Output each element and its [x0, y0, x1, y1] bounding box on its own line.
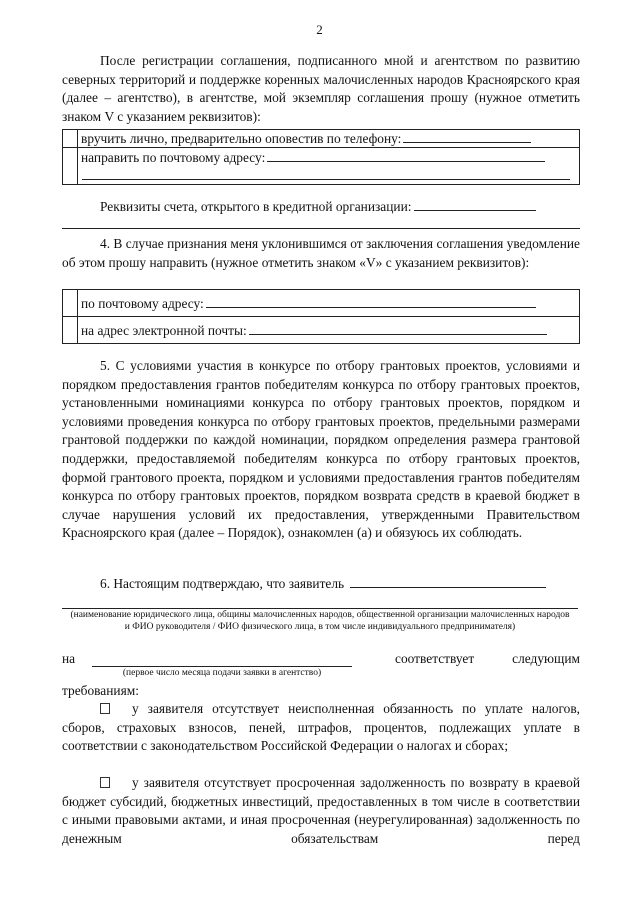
notify-postal-field[interactable]: [206, 295, 536, 308]
option-postal-continued: [78, 166, 580, 185]
paragraph-6-lead: 6. Настоящим подтверждаю, что заявитель: [100, 576, 345, 591]
paragraph-4: 4. В случае признания меня уклонившимся от заключения соглашения уведомление об этом прошу направить (нужное отметить знаком «V» с указанием реквизитов):: [62, 236, 580, 270]
requirement-1-text: у заявителя отсутствует неисполненная обязанность по уплате налогов, сборов, страховых взносов, пеней, штрафов, процентов, подлежащих уплате в соответствии с законодательством Российской Федерации о налогах и сборах;: [62, 701, 580, 754]
delivery-options-table: [62, 129, 580, 185]
requirement-1: [62, 700, 580, 756]
complies-text: соответствует следующим: [395, 651, 580, 666]
bank-details-label: Реквизиты счета, открытого в кредитной организации:: [100, 199, 412, 214]
option-personal-label: вручить лично, предварительно оповестив по телефону:: [81, 131, 402, 146]
postal-address-field-line2[interactable]: [82, 167, 570, 180]
bank-details-field[interactable]: [414, 198, 536, 211]
bank-details-field-line2[interactable]: [62, 214, 580, 229]
requirement-2: [62, 774, 580, 848]
checkbox-notify-email[interactable]: [63, 317, 78, 344]
requirement-2-checkbox[interactable]: [100, 777, 110, 788]
option-postal: [78, 148, 580, 167]
option-personal: [78, 130, 580, 148]
date-field[interactable]: [92, 650, 352, 667]
na-word: на: [62, 651, 76, 666]
checkbox-postal[interactable]: [63, 148, 78, 185]
note-applicant: (наименование юридического лица, общины малочисленных народов, общественной организации малочисленных народов и ФИО руководителя / ФИО физического лица, в том числе индивидуального предпринимателя): [70, 610, 570, 632]
requirement-2-text: у заявителя отсутствует просроченная задолженность по возврату в краевой бюджет субсидий, бюджетных инвестиций, предоставленных в том числе в соответствии с иными правовыми актами, и иная просроченная (неурегулированная) задолженность по денежным обязательствам перед: [62, 775, 580, 846]
page-number: 2: [316, 22, 323, 37]
requirements-word: требованиям:: [62, 683, 139, 698]
notify-options-table: [62, 289, 580, 344]
applicant-field[interactable]: [350, 575, 546, 588]
notify-option-email-label: на адрес электронной почты:: [81, 322, 247, 338]
option-postal-label: направить по почтовому адресу:: [81, 149, 266, 165]
paragraph-5: 5. С условиями участия в конкурсе по отбору грантовых проектов, условиями и порядком предоставления грантов победителям конкурса по отбору грантовых проектов, установленными номинациями конкурса по отбору грантовых проектов, порядком и условиями проведения конкурса по отбору грантовых проектов, предельными размерами грантовой поддержки по каждой номинации, порядком определения размера грантовой поддержки, предоставляемой победителям конкурса по отбору грантовых проектов, формой грантового проекта, порядком и условиями предоставления грантов победителям конкурса по отбору грантовых проектов, порядком возврата средств в краевой бюджет в случае нарушения условий их предоставления, утвержденными Правительством Красноярского края (далее – Порядок), ознакомлен (а) и обязуюсь их соблюдать.: [62, 358, 580, 541]
paragraph-intro: После регистрации соглашения, подписанного мной и агентством по развитию северных территорий и поддержке коренных малочисленных народов Красноярского края (далее – агентство), в агентстве, мой экземпляр соглашения прошу (нужное отметить знаком V с указанием реквизитов):: [62, 53, 580, 124]
notify-option-email: [78, 317, 580, 344]
applicant-field-line2[interactable]: [62, 591, 578, 609]
note-date: (первое число месяца подачи заявки в агентство): [122, 668, 322, 678]
notify-option-postal-label: по почтовому адресу:: [81, 295, 204, 311]
email-field[interactable]: [249, 322, 547, 335]
phone-field[interactable]: [403, 130, 531, 143]
requirement-1-checkbox[interactable]: [100, 703, 110, 714]
checkbox-personal[interactable]: [63, 130, 78, 148]
checkbox-notify-postal[interactable]: [63, 290, 78, 317]
postal-address-field[interactable]: [267, 149, 545, 162]
notify-option-postal: [78, 290, 580, 317]
